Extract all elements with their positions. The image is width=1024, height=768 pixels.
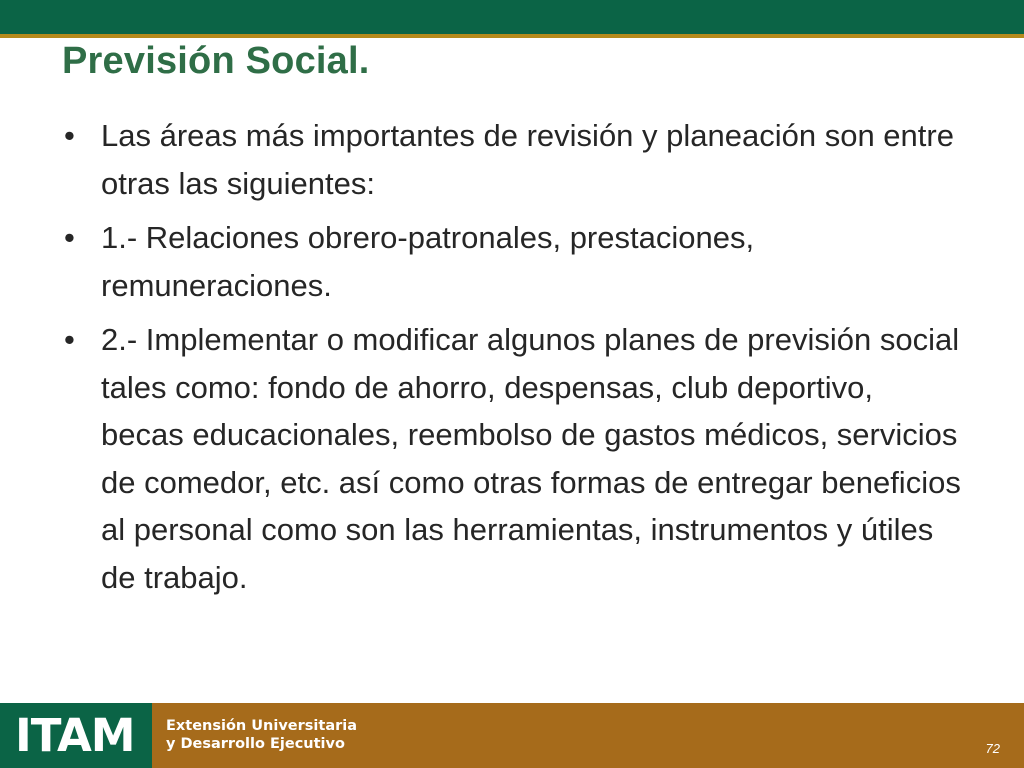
header-accent-stripe [0, 34, 1024, 38]
bullet-item [64, 214, 964, 309]
bullet-icon: • [64, 118, 75, 153]
bullet-list [64, 112, 964, 608]
institution-line-2: y Desarrollo Ejecutivo [166, 736, 345, 752]
institution-name [166, 717, 357, 753]
itam-logo [0, 703, 152, 768]
bullet-text: 1.- Relaciones obrero-patronales, prestaciones, remuneraciones. [101, 220, 755, 303]
institution-line-1: Extensión Universitaria [166, 718, 358, 734]
header-bar [0, 0, 1024, 34]
bullet-item [64, 112, 964, 207]
bullet-icon: • [64, 220, 75, 255]
bullet-item [64, 316, 964, 601]
bullet-icon: • [64, 322, 75, 357]
footer-bar [0, 703, 1024, 768]
page-number: 72 [985, 741, 1000, 756]
bullet-text: 2.- Implementar o modificar algunos planes de previsión social tales como: fondo de ahorro, despensas, club deportivo, becas educacionales, reembolso de gastos médicos, servicios de comedor, etc. así como otras formas de entregar beneficios al personal como son las herramientas, instrumentos y útiles de trabajo. [101, 322, 961, 595]
bullet-text: Las áreas más importantes de revisión y planeación son entre otras las siguientes: [101, 118, 954, 201]
slide-title: Previsión Social. [62, 40, 370, 82]
itam-logo-text: ITAM [15, 709, 135, 762]
